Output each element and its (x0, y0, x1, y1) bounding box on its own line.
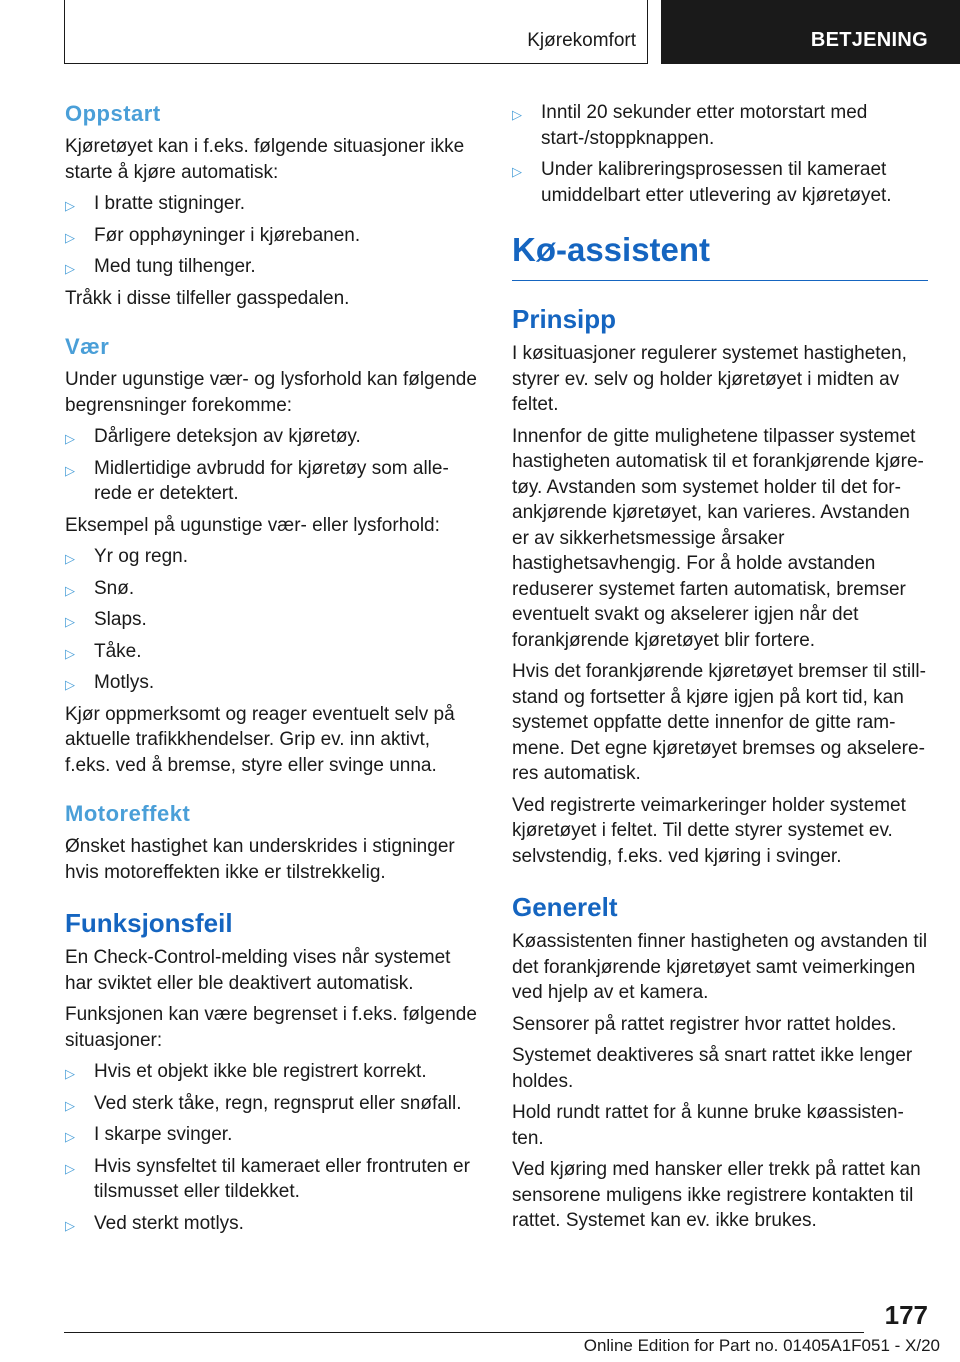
funksjonsfeil-list (65, 1059, 480, 1236)
list-item: ▷ Midlertidige avbrudd for kjøretøy som allerede er detektert. (65, 457, 449, 504)
triangle-bullet-icon: ▷ (65, 1097, 75, 1113)
triangle-bullet-icon: ▷ (65, 677, 75, 692)
list-item: ▷ Dårligere deteksjon av kjøretøy. (65, 424, 480, 450)
list-item: ▷ Med tung tilhenger. (65, 254, 480, 280)
main-heading-block (512, 230, 928, 281)
list-item: ▷ Tåke. (65, 639, 480, 665)
heading-oppstart: Oppstart (65, 101, 161, 126)
list-item: ▷ Inntil 20 sekunder etter motorstart med start-/stoppknappen. (512, 102, 868, 149)
heading-prinsipp: Prinsipp (512, 304, 617, 334)
triangle-bullet-icon: ▷ (65, 1066, 75, 1081)
triangle-bullet-icon: ▷ (65, 1217, 75, 1233)
vaer-example-list (65, 544, 480, 696)
section-tab-label: BETJENING (810, 29, 928, 51)
vaer-list (65, 424, 480, 507)
heading-ko-assistent: Kø-assistent (512, 231, 711, 268)
oppstart-intro: Kjøretøyet kan i f.eks. følgende situasjoner ikke starte å kjøre automatisk: (65, 136, 465, 183)
list-item: ▷ Ved sterkt motlys. (65, 1211, 480, 1237)
triangle-bullet-icon: ▷ (65, 198, 75, 213)
list-item: ▷ Yr og regn. (65, 544, 480, 570)
funksjonsfeil-p2: Funksjonen kan være begrenset i f.eks. følgende situasjoner: (65, 1004, 477, 1051)
left-column (65, 100, 480, 1236)
generelt-p2: Sensorer på rattet registrer hvor rattet holdes. (512, 1013, 897, 1035)
list-item: ▷ Under kalibreringsprosessen til kameraet umiddelbart etter utlevering av kjøretøyet. (512, 159, 892, 206)
prinsipp-p1: I køsituasjoner regulerer systemet hastigheten, styrer ev. selv og holder kjøretøyet i midten av feltet. (512, 343, 907, 415)
list-item: ▷ Før opphøyninger i kjørebanen. (65, 223, 480, 249)
funksjonsfeil-p1: En Check-Control-melding vises når systemet har sviktet eller ble deaktivert automatisk. (65, 947, 451, 994)
triangle-bullet-icon: ▷ (65, 645, 75, 661)
oppstart-outro: Tråkk i disse tilfeller gasspedalen. (65, 287, 350, 309)
triangle-bullet-icon: ▷ (65, 614, 75, 629)
page-number: 177 (884, 1300, 928, 1330)
prinsipp-p3: Hvis det forankjørende kjøretøyet bremser til stillstand og fortsetter å kjøre igjen på kort tid, kan systemet oppfatte dette innenfor de gitte rammene. Det egne kjøretøyet bremses og akselereres automatisk. (512, 661, 926, 784)
continued-list (512, 100, 928, 208)
prinsipp-p2: Innenfor de gitte mulighetene tilpasser systemet hastigheten automatisk til et forankjørende kjøretøy. Avstanden som systemet holder til det forankjørende kjøretøyet, kan varieres. Avstanden er av sikkerhetsmessige årsaker hastighetsavhengig. For å holde avstanden reduserer systemet farten automatisk, bremser eventuelt svakt og akselerer igjen når det forankjørende kjøretøyet blir fortere. (512, 425, 924, 651)
heading-generelt: Generelt (512, 892, 618, 922)
list-item: ▷ Motlys. (65, 670, 480, 696)
triangle-bullet-icon: ▷ (512, 164, 522, 179)
triangle-bullet-icon: ▷ (65, 551, 75, 566)
triangle-bullet-icon: ▷ (65, 431, 75, 446)
vaer-outro: Kjør oppmerksomt og reager eventuelt selv på aktuelle trafikkhendelser. Grip ev. inn aktivt, f.eks. ved å bremse, styre eller svinge unna. (65, 703, 455, 776)
list-item: ▷ Slaps. (65, 607, 480, 633)
prinsipp-p4: Ved registrerte veimarkeringer holder systemet kjøretøyet i feltet. Til dette styrer systemet ev. selvstendig, f.eks. ved kjøring i svinger. (512, 794, 906, 867)
right-column (512, 100, 928, 1234)
footer-divider (64, 1332, 864, 1333)
triangle-bullet-icon: ▷ (65, 462, 75, 478)
vaer-example-intro: Eksempel på ugunstige vær- eller lysforhold: (65, 514, 440, 536)
heading-funksjonsfeil: Funksjonsfeil (65, 908, 233, 938)
motoreffekt-text: Ønsket hastighet kan underskrides i stigninger hvis motoreffekten ikke er tilstrekkelig. (65, 836, 455, 883)
heading-vaer: Vær (65, 334, 110, 359)
edition-note: Online Edition for Part no. 01405A1F051 - X/20 (583, 1336, 940, 1355)
heading-motoreffekt: Motoreffekt (65, 801, 191, 826)
triangle-bullet-icon: ▷ (65, 1160, 75, 1176)
triangle-bullet-icon: ▷ (65, 1129, 75, 1144)
generelt-p1: Køassistenten finner hastigheten og avstanden til det forankjørende kjøretøyet samt veimerkingen ved hjelp av et kamera. (512, 931, 928, 1003)
list-item: ▷ I skarpe svinger. (65, 1122, 480, 1148)
triangle-bullet-icon: ▷ (65, 229, 75, 245)
triangle-bullet-icon: ▷ (65, 582, 75, 598)
list-item: ▷ Hvis et objekt ikke ble registrert korrekt. (65, 1059, 480, 1085)
list-item: ▷ I bratte stigninger. (65, 191, 480, 217)
list-item: ▷ Snø. (65, 576, 480, 602)
section-tab (661, 0, 960, 64)
list-item: ▷ Hvis synsfeltet til kameraet eller frontruten er tilsmusset eller tildekket. (65, 1155, 470, 1202)
generelt-p4: Hold rundt rattet for å kunne bruke køassistenten. (512, 1102, 904, 1149)
list-item: ▷ Ved sterk tåke, regn, regnsprut eller snøfall. (65, 1091, 480, 1117)
vaer-intro: Under ugunstige vær- og lysforhold kan følgende begrensninger forekomme: (65, 369, 477, 416)
generelt-p5: Ved kjøring med hansker eller trekk på rattet kan sensorene muligens ikke registrere kontakten til rattet. Systemet kan ev. ikke brukes. (512, 1159, 921, 1231)
oppstart-list (65, 191, 480, 280)
triangle-bullet-icon: ▷ (65, 261, 75, 276)
chapter-title: Kjørekomfort (527, 30, 636, 51)
triangle-bullet-icon: ▷ (512, 107, 522, 122)
generelt-p3: Systemet deaktiveres så snart rattet ikke lenger holdes. (512, 1045, 913, 1092)
